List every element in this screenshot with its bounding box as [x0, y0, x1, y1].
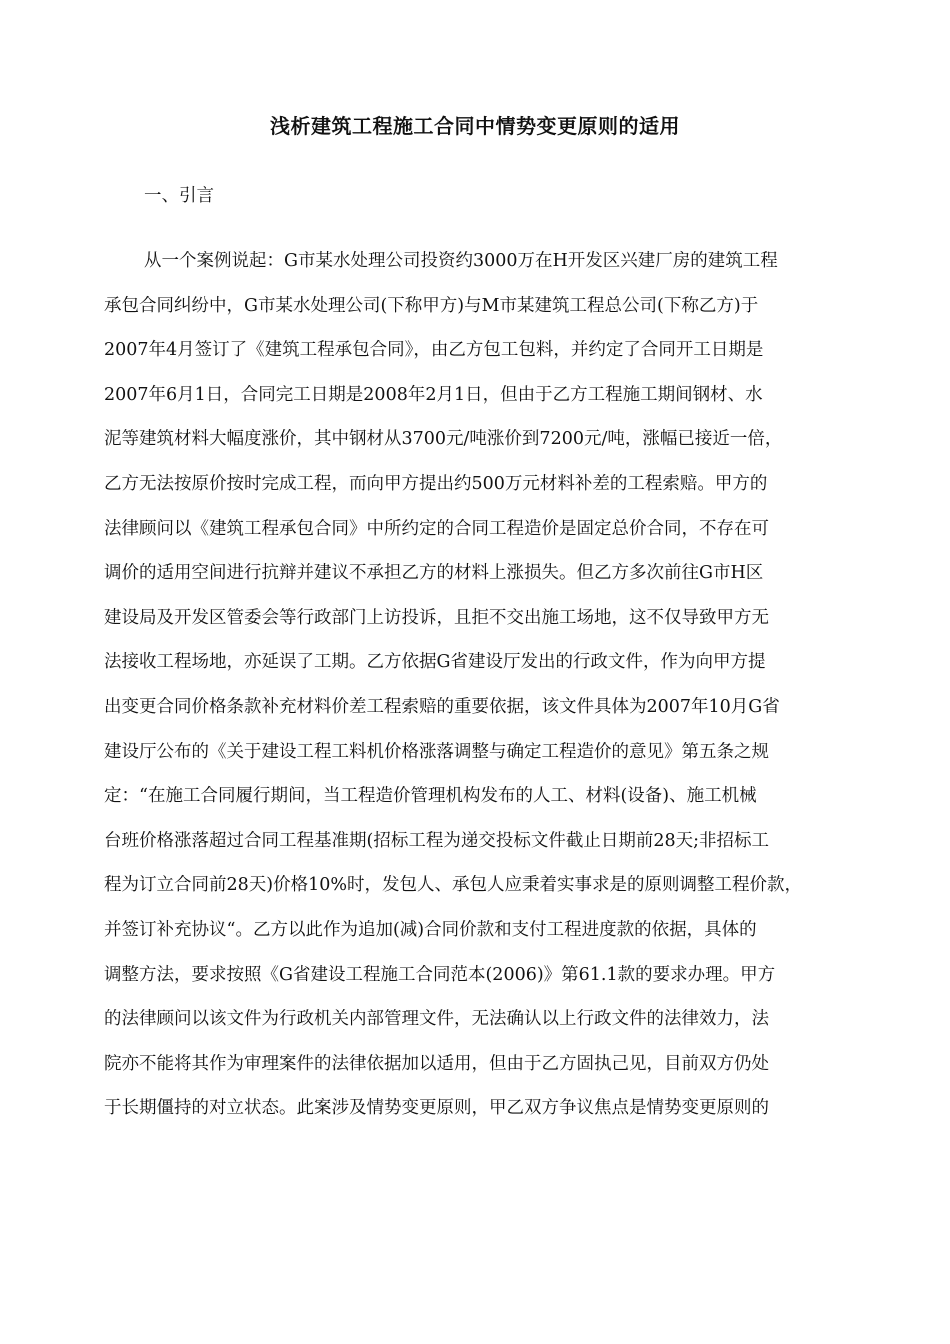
paragraph-line: 出变更合同价格条款补充材料价差工程索赔的重要依据，该文件具体为2007年10月G省 [104, 697, 780, 717]
paragraph-line: 乙方无法按原价按时完成工程，而向甲方提出约500万元材料补差的工程索赔。甲方的 [104, 474, 768, 494]
paragraph-line: 泥等建筑材料大幅度涨价，其中钢材从3700元/吨涨价到7200元/吨，涨幅已接近一倍， [104, 429, 783, 450]
paragraph-line: 建设局及开发区管委会等行政部门上访投诉，且拒不交出施工场地，这不仅导致甲方无 [104, 607, 769, 628]
paragraph-line: 调整方法，要求按照《G省建设工程施工合同范本(2006)》第61.1款的要求办理。甲方 [104, 964, 776, 985]
paragraph-line: 建设厅公布的《关于建设工程工料机价格涨落调整与确定工程造价的意见》第五条之规 [104, 741, 769, 762]
paragraph-line: 程为订立合同前28天)价格10%时，发包人、承包人应秉着实事求是的原则调整工程价款， [104, 875, 802, 896]
paragraph-line: 2007年6月1日，合同完工日期是2008年2月1日，但由于乙方工程施工期间钢材、水 [104, 384, 763, 405]
paragraph-line: 的法律顾问以该文件为行政机关内部管理文件，无法确认以上行政文件的法律效力，法 [104, 1009, 769, 1030]
document-title: 浅析建筑工程施工合同中情势变更原则的适用 [270, 114, 680, 138]
paragraph-line: 台班价格涨落超过合同工程基准期(招标工程为递交投标文件截止日期前28天;非招标工 [104, 830, 769, 851]
paragraph-line: 法律顾问以《建筑工程承包合同》中所约定的合同工程造价是固定总价合同，不存在可 [104, 518, 769, 539]
paragraph-line: 承包合同纠纷中，G市某水处理公司(下称甲方)与M市某建筑工程总公司(下称乙方)于 [104, 295, 759, 316]
paragraph-line: 从一个案例说起：G市某水处理公司投资约3000万在H开发区兴建厂房的建筑工程 [144, 251, 778, 271]
paragraph-line: 法接收工程场地，亦延误了工期。乙方依据G省建设厅发出的行政文件，作为向甲方提 [104, 652, 766, 673]
paragraph-line: 定：“在施工合同履行期间，当工程造价管理机构发布的人工、材料(设备)、施工机械 [104, 786, 757, 807]
paragraph-line: 院亦不能将其作为审理案件的法律依据加以适用，但由于乙方固执己见，目前双方仍处 [104, 1053, 769, 1074]
section-heading: 一、引言 [144, 186, 214, 206]
paragraph-line: 并签订补充协议“。乙方以此作为追加(减)合同价款和支付工程进度款的依据，具体的 [104, 920, 757, 940]
paragraph-line: 于长期僵持的对立状态。此案涉及情势变更原则，甲乙双方争议焦点是情势变更原则的 [104, 1098, 769, 1119]
paragraph-line: 2007年4月签订了《建筑工程承包合同》，由乙方包工包料，并约定了合同开工日期是 [104, 340, 764, 361]
paragraph-line: 调价的适用空间进行抗辩并建议不承担乙方的材料上涨损失。但乙方多次前往G市H区 [104, 563, 764, 584]
